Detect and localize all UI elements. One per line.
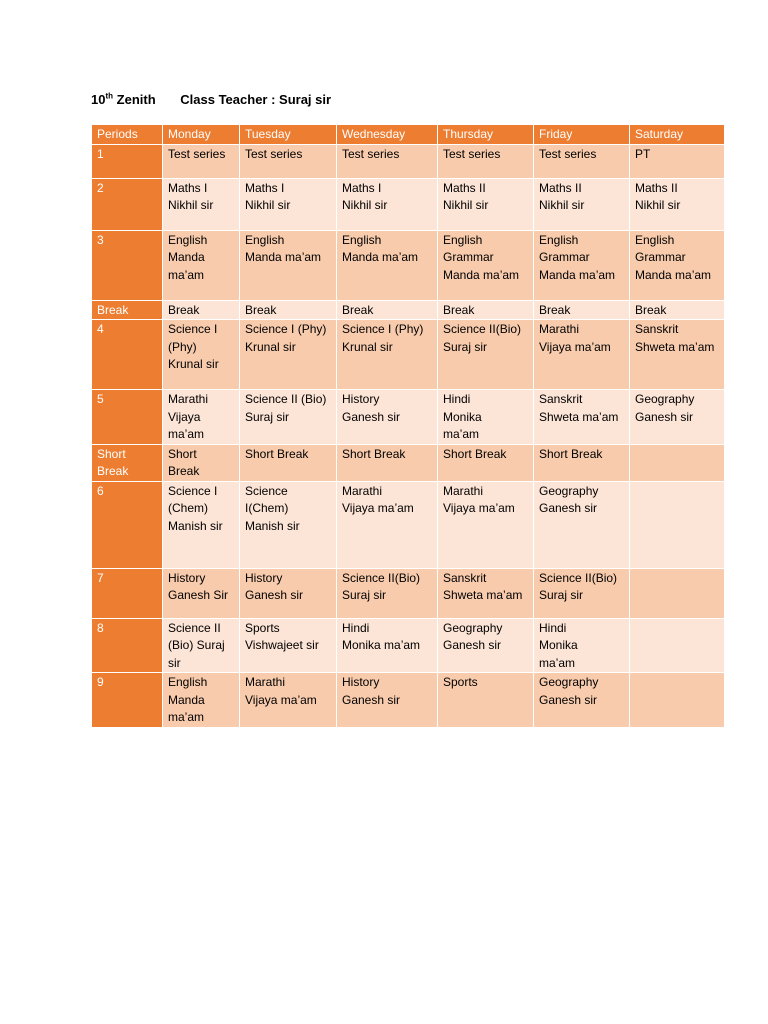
- cell-text-line: Monika: [443, 409, 482, 424]
- cell-text-line: sir: [168, 655, 181, 670]
- timetable-cell: [630, 300, 725, 320]
- cell-text-line: Test series: [539, 146, 597, 161]
- cell-text-line: (Bio) Suraj: [168, 638, 225, 652]
- period-cell: [92, 320, 163, 390]
- timetable-cell: [337, 618, 438, 673]
- page-heading: [91, 92, 331, 107]
- cell-text-line: Test series: [342, 146, 400, 161]
- cell-text-line: Science II(Bio): [539, 570, 618, 585]
- cell-text-line: Suraj sir: [342, 588, 387, 602]
- header-monday: Monday: [163, 125, 240, 145]
- header-saturday: Saturday: [630, 125, 725, 145]
- cell-text-line: Ganesh sir: [443, 638, 502, 652]
- cell-text-line: Krunal sir: [168, 357, 219, 371]
- timetable-row: [92, 144, 725, 178]
- cell-text-line: Geography: [539, 483, 599, 498]
- timetable-cell: [163, 673, 240, 728]
- timetable-cell: [630, 618, 725, 673]
- timetable-cell: [630, 673, 725, 728]
- timetable-cell: [438, 444, 534, 481]
- timetable-cell: [337, 444, 438, 481]
- period-label: 3: [97, 232, 104, 247]
- timetable-cell: [240, 618, 337, 673]
- cell-text-line: History: [168, 570, 206, 585]
- cell-text-line: Science I (Phy): [245, 322, 327, 336]
- timetable-cell: [240, 178, 337, 230]
- cell-text-line: Geography: [635, 392, 695, 406]
- timetable-cell: [534, 673, 630, 728]
- cell-text-line: Nikhil sir: [443, 198, 489, 212]
- period-label: Short: [97, 446, 126, 461]
- cell-text-line: History: [245, 570, 283, 585]
- cell-text-line: Manda: [168, 250, 205, 264]
- timetable-cell: [163, 144, 240, 178]
- period-cell: [92, 230, 163, 300]
- cell-text-line: Ganesh sir: [635, 409, 694, 424]
- cell-text-line: Science I: [168, 322, 218, 336]
- grade-suffix: th: [105, 91, 114, 101]
- cell-text-line: Break: [168, 464, 200, 478]
- cell-text-line: Sports: [245, 620, 280, 635]
- cell-text-line: Vijaya ma’am: [342, 501, 414, 515]
- class-teacher: Class Teacher : Suraj sir: [180, 92, 332, 107]
- timetable-cell: [240, 230, 337, 300]
- cell-text-line: Manish sir: [168, 518, 223, 533]
- period-cell: [92, 178, 163, 230]
- cell-text-line: (Chem): [168, 501, 209, 515]
- timetable-cell: [534, 178, 630, 230]
- timetable-cell: [240, 444, 337, 481]
- cell-text-line: ma’am: [539, 655, 576, 670]
- cell-text-line: Monika ma’am: [342, 638, 421, 652]
- header-wednesday: Wednesday: [337, 125, 438, 145]
- cell-text-line: Maths II: [443, 180, 486, 195]
- timetable-cell: [438, 568, 534, 618]
- cell-text-line: Shweta ma’am: [539, 409, 619, 424]
- cell-text-line: Sanskrit: [635, 322, 679, 336]
- cell-text-line: Nikhil sir: [539, 198, 585, 212]
- cell-text-line: Test series: [443, 146, 501, 161]
- cell-text-line: Geography: [443, 620, 503, 635]
- cell-text-line: Nikhil sir: [342, 198, 388, 212]
- timetable: [91, 124, 725, 728]
- cell-text-line: Nikhil sir: [245, 198, 291, 212]
- timetable-cell: [630, 481, 725, 568]
- timetable-cell: [337, 673, 438, 728]
- timetable-cell: [163, 300, 240, 320]
- timetable-cell: [630, 444, 725, 481]
- timetable-row: [92, 444, 725, 481]
- cell-text-line: Shweta ma’am: [635, 339, 715, 354]
- cell-text-line: Grammar: [635, 250, 686, 264]
- period-label: 9: [97, 675, 104, 689]
- timetable-cell: [534, 618, 630, 673]
- header-friday: Friday: [534, 125, 630, 145]
- cell-text-line: Grammar: [443, 250, 494, 264]
- timetable-cell: [163, 178, 240, 230]
- cell-text-line: ma’am: [168, 267, 205, 282]
- cell-text-line: Manda ma’am: [245, 250, 322, 264]
- section-name: Zenith: [116, 92, 156, 107]
- cell-text-line: Manda ma’am: [342, 250, 419, 264]
- timetable-cell: [630, 144, 725, 178]
- timetable-row: [92, 178, 725, 230]
- cell-text-line: ma’am: [168, 427, 205, 441]
- cell-text-line: Break: [245, 302, 277, 317]
- timetable-cell: [163, 568, 240, 618]
- cell-text-line: History: [342, 675, 380, 689]
- cell-text-line: Ganesh sir: [342, 692, 401, 707]
- timetable-cell: [163, 320, 240, 390]
- cell-text-line: English: [635, 232, 675, 247]
- timetable-row: [92, 568, 725, 618]
- timetable-cell: [534, 390, 630, 445]
- cell-text-line: Hindi: [539, 620, 567, 635]
- cell-text-line: Science II(Bio): [443, 322, 522, 336]
- timetable-cell: [438, 300, 534, 320]
- cell-text-line: Geography: [539, 675, 599, 689]
- cell-text-line: I(Chem): [245, 501, 289, 515]
- cell-text-line: Maths II: [635, 180, 678, 195]
- timetable-cell: [240, 300, 337, 320]
- period-cell: [92, 673, 163, 728]
- timetable-body: [92, 144, 725, 727]
- cell-text-line: Manish sir: [245, 518, 300, 533]
- cell-text-line: Ganesh sir: [245, 588, 304, 602]
- cell-text-line: Short: [168, 446, 197, 461]
- cell-text-line: English: [168, 675, 208, 689]
- cell-text-line: Suraj sir: [443, 339, 488, 354]
- cell-text-line: PT: [635, 146, 651, 161]
- cell-text-line: Science I (Phy): [342, 322, 424, 336]
- cell-text-line: Marathi: [443, 483, 484, 498]
- timetable-cell: [438, 390, 534, 445]
- timetable-cell: [438, 178, 534, 230]
- cell-text-line: Ganesh sir: [342, 409, 401, 424]
- timetable-cell: [630, 390, 725, 445]
- cell-text-line: English: [342, 232, 382, 247]
- timetable-row: [92, 390, 725, 445]
- header-periods: Periods: [92, 125, 163, 145]
- cell-text-line: Short Break: [342, 446, 406, 461]
- timetable-cell: [438, 618, 534, 673]
- timetable-row: [92, 618, 725, 673]
- cell-text-line: Ganesh Sir: [168, 588, 229, 602]
- timetable-cell: [337, 300, 438, 320]
- cell-text-line: English: [539, 232, 579, 247]
- cell-text-line: Break: [539, 302, 571, 317]
- grade-number: 10: [91, 92, 106, 107]
- timetable-cell: [438, 481, 534, 568]
- timetable-cell: [163, 444, 240, 481]
- timetable-cell: [163, 618, 240, 673]
- cell-text-line: Hindi: [342, 620, 370, 635]
- period-cell: [92, 444, 163, 481]
- cell-text-line: Break: [443, 302, 475, 317]
- timetable-cell: [534, 444, 630, 481]
- timetable-cell: [337, 568, 438, 618]
- cell-text-line: Test series: [168, 146, 226, 161]
- header-thursday: Thursday: [438, 125, 534, 145]
- timetable-cell: [163, 230, 240, 300]
- timetable-row: [92, 230, 725, 300]
- timetable-cell: [630, 178, 725, 230]
- cell-text-line: Maths I: [168, 180, 208, 195]
- cell-text-line: Grammar: [539, 250, 590, 264]
- period-label: Break: [97, 302, 129, 317]
- cell-text-line: Short Break: [245, 446, 309, 461]
- timetable-cell: [240, 673, 337, 728]
- timetable-cell: [438, 144, 534, 178]
- cell-text-line: Break: [342, 302, 374, 317]
- timetable-cell: [337, 320, 438, 390]
- cell-text-line: Manda ma’am: [539, 267, 616, 282]
- timetable-cell: [337, 230, 438, 300]
- cell-text-line: Manda: [168, 692, 205, 707]
- cell-text-line: Sports: [443, 675, 478, 689]
- cell-text-line: Krunal sir: [245, 339, 296, 354]
- cell-text-line: English: [443, 232, 483, 247]
- period-label: 4: [97, 322, 104, 336]
- timetable-row: [92, 320, 725, 390]
- cell-text-line: Marathi: [342, 483, 383, 498]
- cell-text-line: ma’am: [443, 427, 480, 441]
- period-cell: [92, 481, 163, 568]
- timetable-row: [92, 300, 725, 320]
- period-label: Break: [97, 464, 129, 478]
- cell-text-line: Marathi: [539, 322, 580, 336]
- cell-text-line: Manda ma’am: [635, 267, 712, 282]
- cell-text-line: Vijaya ma’am: [245, 692, 317, 707]
- cell-text-line: Sanskrit: [443, 570, 487, 585]
- timetable-cell: [630, 568, 725, 618]
- cell-text-line: (Phy): [168, 339, 197, 354]
- timetable-cell: [337, 144, 438, 178]
- timetable-cell: [163, 390, 240, 445]
- period-label: 6: [97, 483, 104, 498]
- timetable-cell: [534, 481, 630, 568]
- cell-text-line: Vijaya ma’am: [539, 339, 611, 354]
- period-cell: [92, 300, 163, 320]
- cell-text-line: English: [168, 232, 208, 247]
- timetable-cell: [630, 320, 725, 390]
- cell-text-line: Manda ma’am: [443, 267, 520, 282]
- cell-text-line: Marathi: [168, 392, 209, 406]
- cell-text-line: Suraj sir: [539, 588, 584, 602]
- cell-text-line: Maths II: [539, 180, 582, 195]
- cell-text-line: Science: [245, 483, 288, 498]
- period-label: 2: [97, 180, 104, 195]
- cell-text-line: Break: [168, 302, 200, 317]
- period-label: 1: [97, 146, 104, 161]
- cell-text-line: Science I: [168, 483, 218, 498]
- cell-text-line: Test series: [245, 146, 303, 161]
- timetable-row: [92, 673, 725, 728]
- timetable-cell: [534, 320, 630, 390]
- header-tuesday: Tuesday: [240, 125, 337, 145]
- timetable-cell: [534, 144, 630, 178]
- cell-text-line: Nikhil sir: [168, 198, 214, 212]
- period-label: 8: [97, 620, 104, 635]
- period-label: 5: [97, 392, 104, 406]
- cell-text-line: ma’am: [168, 710, 205, 724]
- timetable-cell: [337, 481, 438, 568]
- period-cell: [92, 390, 163, 445]
- cell-text-line: Maths I: [245, 180, 285, 195]
- timetable-cell: [534, 230, 630, 300]
- cell-text-line: Short Break: [539, 446, 603, 461]
- cell-text-line: Short Break: [443, 446, 507, 461]
- cell-text-line: Maths I: [342, 180, 382, 195]
- cell-text-line: Science II (Bio): [245, 392, 327, 406]
- cell-text-line: Krunal sir: [342, 339, 393, 354]
- timetable-cell: [534, 300, 630, 320]
- timetable-cell: [240, 320, 337, 390]
- timetable-cell: [163, 481, 240, 568]
- timetable-cell: [337, 390, 438, 445]
- timetable-header-row: [92, 125, 725, 145]
- timetable-cell: [240, 144, 337, 178]
- cell-text-line: Nikhil sir: [635, 198, 681, 212]
- cell-text-line: Ganesh sir: [539, 692, 598, 707]
- cell-text-line: Ganesh sir: [539, 501, 598, 515]
- cell-text-line: Science II: [168, 620, 221, 635]
- period-cell: [92, 618, 163, 673]
- cell-text-line: Vishwajeet sir: [245, 638, 319, 652]
- cell-text-line: Shweta ma’am: [443, 588, 523, 602]
- cell-text-line: Vijaya ma’am: [443, 501, 515, 515]
- period-cell: [92, 568, 163, 618]
- cell-text-line: Sanskrit: [539, 392, 583, 406]
- cell-text-line: Suraj sir: [245, 409, 290, 424]
- period-label: 7: [97, 570, 104, 585]
- timetable-cell: [240, 481, 337, 568]
- timetable-cell: [438, 673, 534, 728]
- timetable-cell: [240, 568, 337, 618]
- timetable-cell: [630, 230, 725, 300]
- cell-text-line: Break: [635, 302, 667, 317]
- timetable-cell: [438, 320, 534, 390]
- period-cell: [92, 144, 163, 178]
- timetable-cell: [438, 230, 534, 300]
- cell-text-line: Hindi: [443, 392, 471, 406]
- cell-text-line: Vijaya: [168, 409, 201, 424]
- timetable-row: [92, 481, 725, 568]
- cell-text-line: Marathi: [245, 675, 286, 689]
- cell-text-line: History: [342, 392, 380, 406]
- timetable-cell: [337, 178, 438, 230]
- cell-text-line: Science II(Bio): [342, 570, 421, 585]
- cell-text-line: English: [245, 232, 285, 247]
- cell-text-line: Monika: [539, 638, 578, 652]
- timetable-cell: [534, 568, 630, 618]
- timetable-cell: [240, 390, 337, 445]
